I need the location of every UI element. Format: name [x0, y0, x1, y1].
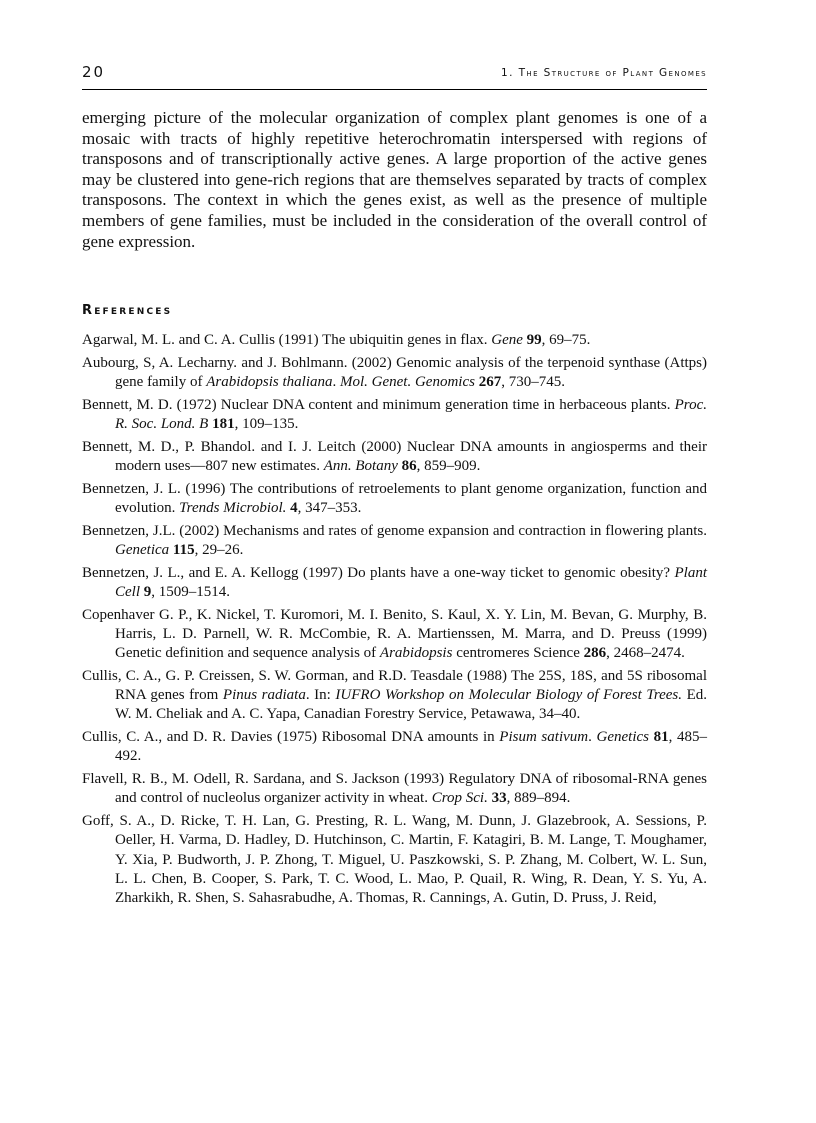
references-heading: References — [82, 303, 173, 318]
reference-item — [82, 522, 707, 560]
ref-authors: Bennetzen, J. L., and E. A. Kellogg (1997) Do plants have a one-way ticket to genomic obesity? — [82, 564, 671, 581]
ref-volume: 33 — [491, 790, 507, 807]
page-header — [82, 63, 707, 90]
reference-item — [82, 354, 707, 392]
ref-pages: , 347–353. — [297, 500, 362, 516]
ref-volume: 181 — [212, 416, 235, 432]
ref-journal: Mol. Genet. Genomics — [339, 374, 475, 390]
ref-mid: . — [588, 729, 592, 746]
ref-volume: 86 — [401, 458, 417, 474]
ref-volume: 4 — [290, 500, 298, 516]
reference-item — [82, 770, 707, 808]
ref-volume: 267 — [478, 374, 502, 390]
ref-species: Pisum sativum — [499, 729, 589, 746]
reference-item — [82, 331, 707, 350]
ref-authors: Copenhaver G. P., K. Nickel, T. Kuromori, M. I. Benito, S. Kaul, X. Y. Lin, M. Bevan, G. Murphy, B. Harris, L. D. Parnell, W. R. McCombie, R. A. Martienssen, M. Marra, and D. Preuss (1999) Genetic definition and sequence analysis of — [82, 606, 707, 662]
ref-journal: Gene — [491, 332, 523, 348]
ref-authors: Bennetzen, J. L. (1996) The contributions of retroelements to plant genome organization, function and evolution. — [82, 480, 707, 516]
ref-pages: , 29–26. — [194, 542, 244, 558]
ref-authors: Bennetzen, J.L. (2002) Mechanisms and rates of genome expansion and contraction in flowering plants. — [82, 522, 707, 539]
ref-volume: 81 — [653, 729, 669, 746]
reference-item — [82, 667, 707, 725]
reference-item — [82, 812, 707, 908]
ref-journal: Genetica — [115, 542, 170, 558]
ref-pages: , 2468–2474. — [606, 645, 685, 662]
ref-mid: . In: — [305, 687, 331, 704]
reference-item — [82, 728, 707, 766]
ref-volume: 99 — [526, 332, 542, 348]
ref-authors: Aubourg, S, A. Lecharny. and J. Bohlmann. (2002) Genomic analysis of the terpenoid synthase (Attps) gene family of — [82, 354, 707, 390]
ref-volume: 115 — [172, 542, 195, 558]
body-paragraph: emerging picture of the molecular organization of complex plant genomes is one of a mosaic with tracts of highly repetitive heterochromatin interspersed with regions of transposons and of transcriptionally active genes. A large proportion of the active genes may be clustered into gene-rich regions that are themselves separated by tracts of complex transposons. The context in which the genes exist, as well as the presence of multiple members of gene families, must be included in the consideration of the overall control of gene expression. — [82, 108, 707, 251]
ref-pages: , 69–75. — [541, 332, 591, 348]
ref-authors: Bennett, M. D. (1972) Nuclear DNA content and minimum generation time in herbaceous plants. — [82, 396, 671, 413]
reference-item — [82, 438, 707, 476]
ref-authors: Flavell, R. B., M. Odell, R. Sardana, and S. Jackson (1993) Regulatory DNA of ribosomal-RNA genes and control of nucleolus organizer activity in wheat. — [82, 771, 707, 807]
ref-authors: Agarwal, M. L. and C. A. Cullis (1991) The ubiquitin genes in flax. — [82, 332, 488, 348]
ref-authors: Cullis, C. A., G. P. Creissen, S. W. Gorman, and R.D. Teasdale (1988) The 25S, 18S, and 5S ribosomal RNA genes from — [82, 668, 707, 704]
ref-pages: , 109–135. — [234, 416, 299, 432]
ref-journal: Crop Sci. — [431, 790, 488, 807]
reference-item — [82, 606, 707, 664]
ref-mid: centromeres Science — [452, 645, 580, 662]
ref-pages: , 730–745. — [501, 374, 565, 390]
reference-item — [82, 564, 707, 602]
ref-journal: Genetics — [596, 729, 649, 746]
ref-pages: , 1509–1514. — [151, 584, 230, 600]
ref-pages: , 889–894. — [506, 790, 571, 807]
reference-item — [82, 396, 707, 434]
page-number: 20 — [82, 63, 106, 81]
ref-species: Arabidopsis thaliana — [206, 374, 333, 390]
ref-journal: Ann. Botany — [323, 458, 398, 474]
ref-species: Arabidopsis — [379, 645, 453, 662]
ref-species: Pinus radiata — [222, 687, 306, 704]
ref-tail: Ed. W. M. Cheliak and A. C. Yapa, Canadian Forestry Service, Petawawa, 34–40. — [115, 687, 708, 723]
ref-pages: , 859–909. — [416, 458, 481, 474]
ref-volume: 9 — [143, 584, 152, 600]
ref-authors: Cullis, C. A., and D. R. Davies (1975) Ribosomal DNA amounts in — [82, 729, 495, 746]
ref-volume: 286 — [583, 645, 607, 662]
ref-journal: IUFRO Workshop on Molecular Biology of Forest Trees. — [335, 687, 683, 704]
ref-journal: Plant Cell — [115, 564, 707, 600]
running-head: 1. The Structure of Plant Genomes — [501, 67, 707, 79]
reference-list — [82, 331, 707, 912]
ref-authors: Bennett, M. D., P. Bhandol. and I. J. Leitch (2000) Nuclear DNA amounts in angiosperms and their modern uses—807 new estimates. — [82, 438, 707, 474]
ref-journal: Proc. R. Soc. Lond. B — [115, 396, 707, 432]
ref-pages: , 485–492. — [115, 729, 708, 765]
ref-mid: . — [332, 374, 337, 390]
ref-journal: Trends Microbiol. — [179, 500, 287, 516]
ref-authors: Goff, S. A., D. Ricke, T. H. Lan, G. Presting, R. L. Wang, M. Dunn, J. Glazebrook, A. Sessions, P. Oeller, H. Varma, D. Hadley, D. Hutchinson, C. Martin, F. Katagiri, B. M. Lange, T. Moughamer, Y. Xia, P. Budworth, J. P. Zhong, T. Miguel, U. Paszkowski, S. P. Zhang, M. Colbert, W. L. Sun, L. L. Chen, B. Cooper, S. Park, T. C. Wood, L. Mao, P. Quail, R. Wing, R. Dean, Y. S. Yu, A. Zharkikh, R. Shen, S. Sahasrabudhe, A. Thomas, R. Cannings, A. Gutin, D. Pruss, J. Reid, — [82, 813, 707, 907]
reference-item — [82, 480, 707, 518]
